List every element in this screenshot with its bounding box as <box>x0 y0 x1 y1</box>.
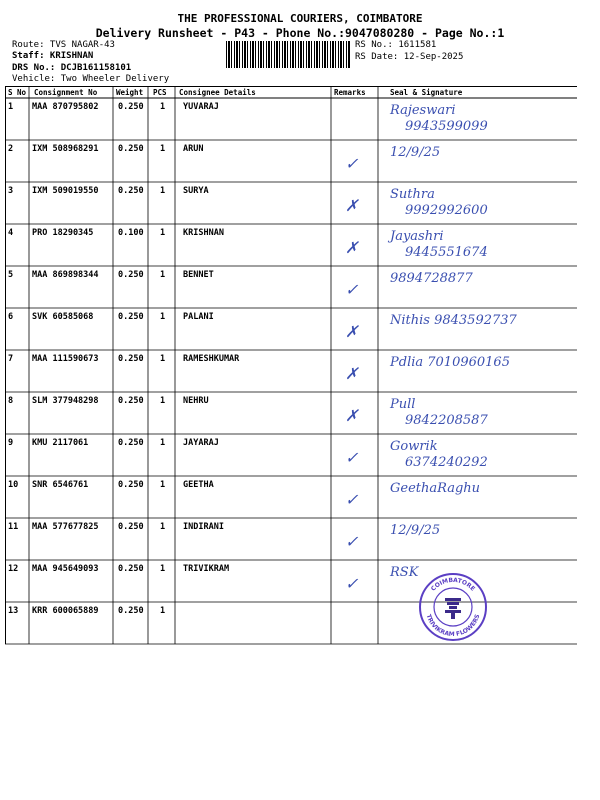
row-consignment-no: MAA 577677825 <box>32 522 99 532</box>
row-weight: 0.250 <box>118 186 144 196</box>
company-title: THE PROFESSIONAL COURIERS, COIMBATORE <box>177 12 423 25</box>
row-consignment-no: SVK 60585068 <box>32 312 94 322</box>
staff-info: Staff: KRISHNAN <box>12 51 94 61</box>
row-pcs: 1 <box>160 522 166 532</box>
row-signature: Rajeswari <box>390 103 456 118</box>
row-pcs: 1 <box>160 312 166 322</box>
stamp-emblem-icon <box>445 598 461 619</box>
row-consignment-no: MAA 945649093 <box>32 564 99 574</box>
row-consignment-no: IXM 508968291 <box>32 144 99 154</box>
row-weight: 0.250 <box>118 354 144 364</box>
row-sno: 12 <box>8 564 19 574</box>
row-consignee: YUVARAJ <box>183 102 219 112</box>
row-sno: 5 <box>8 270 14 280</box>
row-remark-mark: ✓ <box>345 574 359 593</box>
row-consignee: KRISHNAN <box>183 228 224 238</box>
row-sno: 7 <box>8 354 14 364</box>
row-weight: 0.250 <box>118 564 144 574</box>
col-header-remarks: Remarks <box>334 88 366 97</box>
row-consignment-no: SNR 6546761 <box>32 480 89 490</box>
row-pcs: 1 <box>160 102 166 112</box>
row-signature: Gowrik <box>390 439 438 454</box>
row-weight: 0.100 <box>118 228 144 238</box>
row-signature-phone: 9992992600 <box>405 203 488 218</box>
row-sno: 3 <box>8 186 14 196</box>
row-consignment-no: MAA 869898344 <box>32 270 99 280</box>
row-sno: 9 <box>8 438 14 448</box>
row-signature: Nithis 9843592737 <box>390 313 517 328</box>
row-sno: 4 <box>8 228 14 238</box>
row-sno: 13 <box>8 606 19 616</box>
row-consignment-no: PRO 18290345 <box>32 228 94 238</box>
stamp-top-text: COIMBATORE <box>429 576 477 593</box>
col-header-weight: Weight <box>116 88 144 97</box>
row-signature-phone: 9943599099 <box>405 119 488 134</box>
row-sno: 10 <box>8 480 19 490</box>
row-consignee: TRIVIKRAM <box>183 564 230 574</box>
row-pcs: 1 <box>160 480 166 490</box>
row-weight: 0.250 <box>118 480 144 490</box>
row-sno: 2 <box>8 144 14 154</box>
row-consignment-no: MAA 870795802 <box>32 102 99 112</box>
row-consignment-no: KRR 600065889 <box>32 606 99 616</box>
row-consignment-no: IXM 509019550 <box>32 186 99 196</box>
row-pcs: 1 <box>160 354 166 364</box>
row-signature: Pull <box>390 397 416 412</box>
col-header-seal: Seal & Signature <box>390 88 463 97</box>
row-signature: RSK <box>390 565 419 580</box>
row-remark-mark: ✓ <box>345 532 359 551</box>
row-weight: 0.250 <box>118 396 144 406</box>
row-weight: 0.250 <box>118 522 144 532</box>
row-consignment-no: MAA 111590673 <box>32 354 99 364</box>
row-remark-mark: ✗ <box>345 238 359 257</box>
row-remark-mark: ✗ <box>345 196 359 215</box>
row-pcs: 1 <box>160 606 166 616</box>
row-consignee: GEETHA <box>183 480 214 490</box>
row-signature: Jayashri <box>390 229 444 244</box>
row-consignee: SURYA <box>183 186 209 196</box>
row-remark-mark: ✓ <box>345 448 359 467</box>
row-remark-mark: ✓ <box>345 280 359 299</box>
row-consignee: NEHRU <box>183 396 209 406</box>
row-pcs: 1 <box>160 228 166 238</box>
row-sno: 8 <box>8 396 14 406</box>
row-weight: 0.250 <box>118 312 144 322</box>
row-consignment-no: SLM 377948298 <box>32 396 99 406</box>
row-signature: 9894728877 <box>390 271 473 286</box>
row-sno: 1 <box>8 102 14 112</box>
row-weight: 0.250 <box>118 144 144 154</box>
row-consignee: INDIRANI <box>183 522 224 532</box>
drs-number: DRS No.: DCJB161158101 <box>12 63 132 73</box>
row-remark-mark: ✗ <box>345 322 359 341</box>
row-consignment-no: KMU 2117061 <box>32 438 89 448</box>
row-sno: 6 <box>8 312 14 322</box>
row-signature-phone: 9842208587 <box>405 413 488 428</box>
row-weight: 0.250 <box>118 606 144 616</box>
rs-number: RS No.: 1611581 <box>355 40 437 50</box>
row-remark-mark: ✗ <box>345 406 359 425</box>
row-signature: GeethaRaghu <box>390 481 481 496</box>
row-pcs: 1 <box>160 270 166 280</box>
vehicle-info: Vehicle: Two Wheeler Delivery <box>12 74 170 84</box>
row-remark-mark: ✓ <box>345 490 359 509</box>
row-consignee: BENNET <box>183 270 214 280</box>
row-consignee: JAYARAJ <box>183 438 219 448</box>
row-signature: Suthra <box>390 187 435 202</box>
barcode <box>226 41 350 68</box>
row-signature: Pdlia 7010960165 <box>390 355 510 370</box>
row-consignee: ARUN <box>183 144 204 154</box>
row-pcs: 1 <box>160 396 166 406</box>
col-header-sno: S No <box>8 88 27 97</box>
row-weight: 0.250 <box>118 438 144 448</box>
row-weight: 0.250 <box>118 270 144 280</box>
row-remark-mark: ✗ <box>345 364 359 383</box>
row-pcs: 1 <box>160 564 166 574</box>
row-signature: 12/9/25 <box>390 523 441 538</box>
col-header-consignee: Consignee Details <box>179 88 256 97</box>
row-signature-phone: 9445551674 <box>405 245 488 260</box>
row-sno: 11 <box>8 522 19 532</box>
row-weight: 0.250 <box>118 102 144 112</box>
col-header-pcs: PCS <box>153 88 167 97</box>
row-signature: 12/9/25 <box>390 145 441 160</box>
stamp-bottom-text: TRIVIKRAM FLOWERS <box>424 613 482 639</box>
rs-date: RS Date: 12-Sep-2025 <box>355 52 464 62</box>
runsheet-table <box>5 86 577 651</box>
row-pcs: 1 <box>160 144 166 154</box>
row-remark-mark: ✓ <box>345 154 359 173</box>
row-signature-phone: 6374240292 <box>405 455 488 470</box>
col-header-consignment: Consignment No <box>34 88 98 97</box>
row-consignee: RAMESHKUMAR <box>183 354 240 364</box>
row-pcs: 1 <box>160 438 166 448</box>
row-pcs: 1 <box>160 186 166 196</box>
route-info: Route: TVS NAGAR-43 <box>12 40 115 50</box>
runsheet-subtitle: Delivery Runsheet - P43 - Phone No.:9047080280 - Page No.:1 <box>95 26 505 40</box>
row-consignee: PALANI <box>183 312 214 322</box>
seal-stamp <box>418 572 488 642</box>
